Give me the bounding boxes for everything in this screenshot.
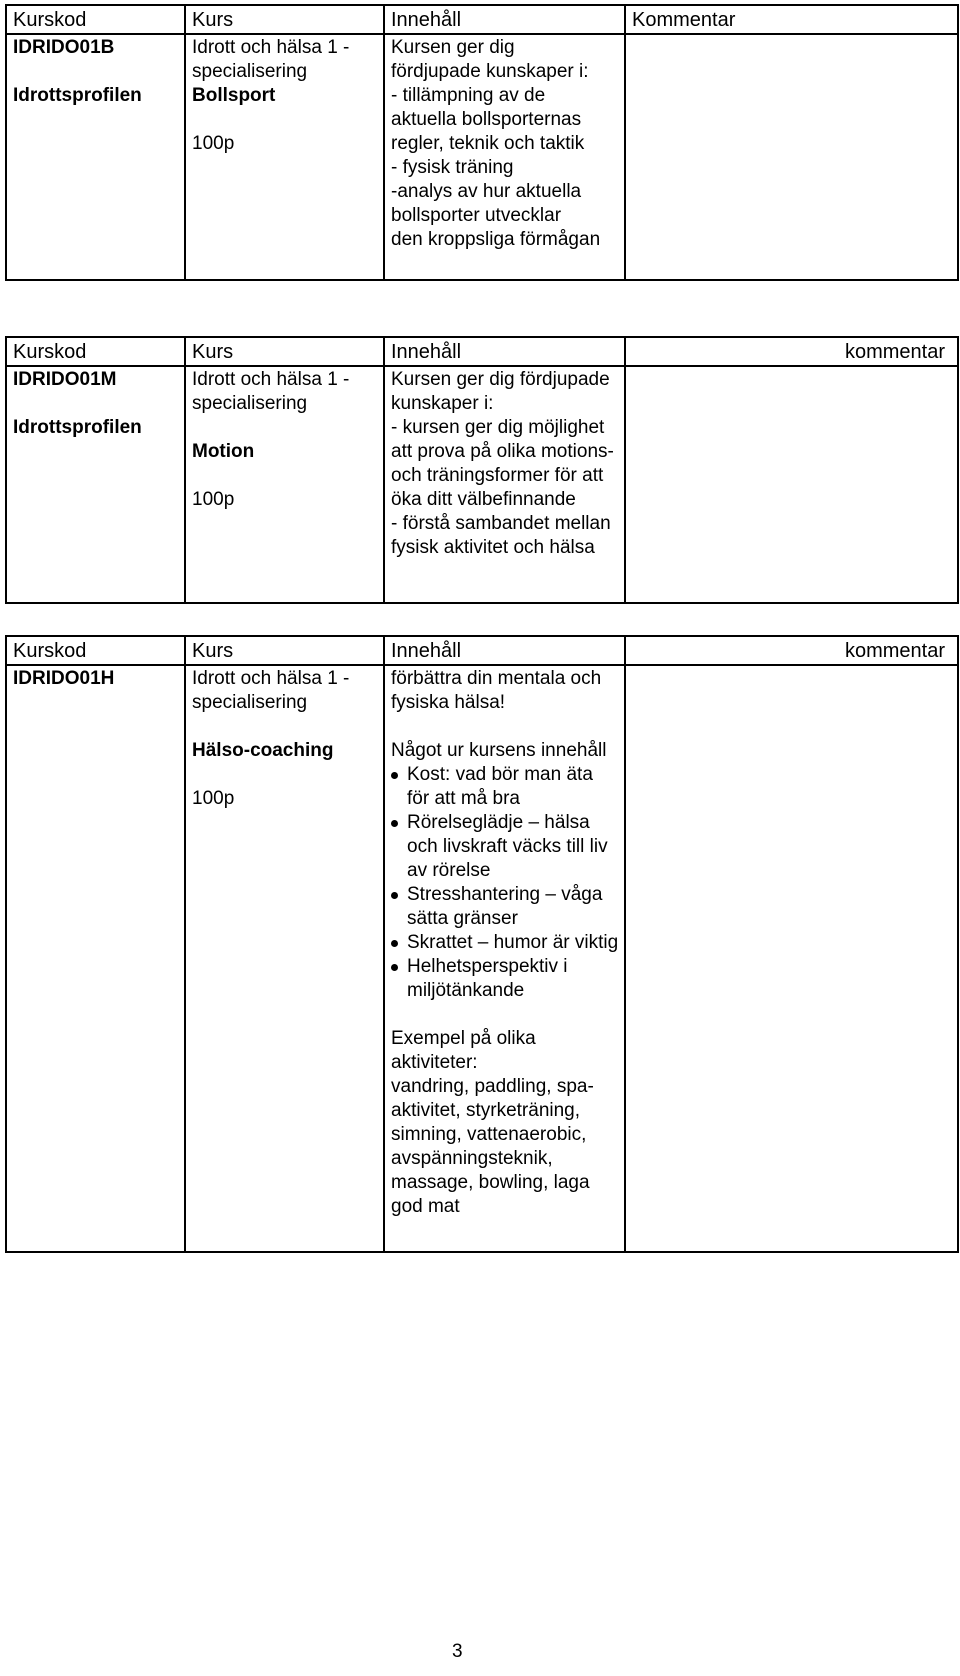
table-row <box>6 665 958 1252</box>
table-header-row <box>6 337 958 366</box>
table-header-row <box>6 636 958 665</box>
content-line: kunskaper i: <box>391 393 494 414</box>
course-table-motion <box>5 336 959 604</box>
content-line: Kursen ger dig <box>391 37 515 58</box>
content-cell <box>384 366 625 603</box>
header-innehall: Innehåll <box>384 5 625 34</box>
comment-cell <box>625 665 958 1252</box>
course-cell <box>185 34 384 280</box>
course-points: 100p <box>192 133 235 154</box>
content-line: fysisk aktivitet och hälsa <box>391 537 595 558</box>
bullet-head: Rörelseglädje – hälsa <box>407 812 590 833</box>
course-cell <box>185 665 384 1252</box>
table-header-row <box>6 5 958 34</box>
content-line: Kursen ger dig fördjupade <box>391 369 610 390</box>
comment-cell <box>625 34 958 280</box>
examples-line: god mat <box>391 1196 460 1217</box>
list-item <box>391 883 618 931</box>
content-line: aktuella bollsporternas <box>391 109 582 130</box>
course-subject-cont: specialisering <box>192 393 308 414</box>
course-subject-cont: specialisering <box>192 692 308 713</box>
examples-line: aktiviteter: <box>391 1052 478 1073</box>
header-kommentar: Kommentar <box>625 5 958 34</box>
header-kurskod: Kurskod <box>6 5 185 34</box>
bullet-head: Stresshantering – våga <box>407 884 603 905</box>
header-kurskod: Kurskod <box>6 337 185 366</box>
bullet-text: av rörelse <box>407 860 491 881</box>
list-item <box>391 931 618 955</box>
examples-line: simning, vattenaerobic, <box>391 1124 587 1145</box>
page-number: 3 <box>452 1641 463 1662</box>
content-line: och träningsformer för att <box>391 465 604 486</box>
header-kommentar: kommentar <box>625 636 958 665</box>
intro-line: fysiska hälsa! <box>391 692 506 713</box>
examples-line: avspänningsteknik, <box>391 1148 553 1169</box>
content-line: den kroppsliga förmågan <box>391 229 601 250</box>
bullet-text: sätta gränser <box>407 908 518 929</box>
list-item <box>391 811 618 883</box>
course-name: Hälso-coaching <box>192 740 334 761</box>
course-table-bollsport <box>5 4 959 281</box>
header-kurs: Kurs <box>185 337 384 366</box>
profile-name: Idrottsprofilen <box>13 85 142 106</box>
header-kurs: Kurs <box>185 5 384 34</box>
bullet-head: Helhetsperspektiv i <box>407 956 568 977</box>
examples-line: vandring, paddling, spa- <box>391 1076 594 1097</box>
profile-name: Idrottsprofilen <box>13 417 142 438</box>
header-kommentar: kommentar <box>625 337 958 366</box>
bullet-head: Skrattet – humor är viktig <box>407 932 619 953</box>
bullet-text: och livskraft väcks till liv <box>407 836 608 857</box>
bullet-text: för att må bra <box>407 788 520 809</box>
course-points: 100p <box>192 788 235 809</box>
course-points: 100p <box>192 489 235 510</box>
content-cell <box>384 34 625 280</box>
content-line: - tillämpning av de <box>391 85 546 106</box>
course-cell <box>185 366 384 603</box>
content-line: -analys av hur aktuella <box>391 181 582 202</box>
course-code: IDRIDO01B <box>13 37 115 58</box>
content-line: bollsporter utvecklar <box>391 205 562 226</box>
course-subject: Idrott och hälsa 1 - <box>192 668 350 689</box>
course-code-cell <box>6 34 185 280</box>
examples-line: Exempel på olika <box>391 1028 536 1049</box>
content-subheading: Något ur kursens innehåll <box>391 740 607 761</box>
course-code: IDRIDO01H <box>13 668 115 689</box>
content-line: öka ditt välbefinnande <box>391 489 576 510</box>
bullet-text: miljötänkande <box>407 980 525 1001</box>
content-line: att prova på olika motions- <box>391 441 614 462</box>
content-line: - kursen ger dig möjlighet <box>391 417 605 438</box>
content-line: fördjupade kunskaper i: <box>391 61 589 82</box>
course-code: IDRIDO01M <box>13 369 117 390</box>
course-subject: Idrott och hälsa 1 - <box>192 37 350 58</box>
list-item <box>391 955 618 1003</box>
course-subject-cont: specialisering <box>192 61 308 82</box>
course-subject: Idrott och hälsa 1 - <box>192 369 350 390</box>
content-bullet-list <box>391 763 618 1003</box>
list-item <box>391 763 618 811</box>
content-line: - förstå sambandet mellan <box>391 513 611 534</box>
content-line: regler, teknik och taktik <box>391 133 585 154</box>
examples-line: massage, bowling, laga <box>391 1172 590 1193</box>
examples-line: aktivitet, styrketräning, <box>391 1100 581 1121</box>
course-table-halso-coaching <box>5 635 959 1253</box>
bullet-head: Kost: vad bör man äta <box>407 764 593 785</box>
header-kurskod: Kurskod <box>6 636 185 665</box>
course-name: Bollsport <box>192 85 276 106</box>
intro-line: förbättra din mentala och <box>391 668 602 689</box>
header-kurs: Kurs <box>185 636 384 665</box>
comment-cell <box>625 366 958 603</box>
course-name: Motion <box>192 441 255 462</box>
table-row <box>6 366 958 603</box>
content-line: - fysisk träning <box>391 157 514 178</box>
course-code-cell <box>6 665 185 1252</box>
table-row <box>6 34 958 280</box>
header-innehall: Innehåll <box>384 337 625 366</box>
course-code-cell <box>6 366 185 603</box>
content-cell <box>384 665 625 1252</box>
header-innehall: Innehåll <box>384 636 625 665</box>
